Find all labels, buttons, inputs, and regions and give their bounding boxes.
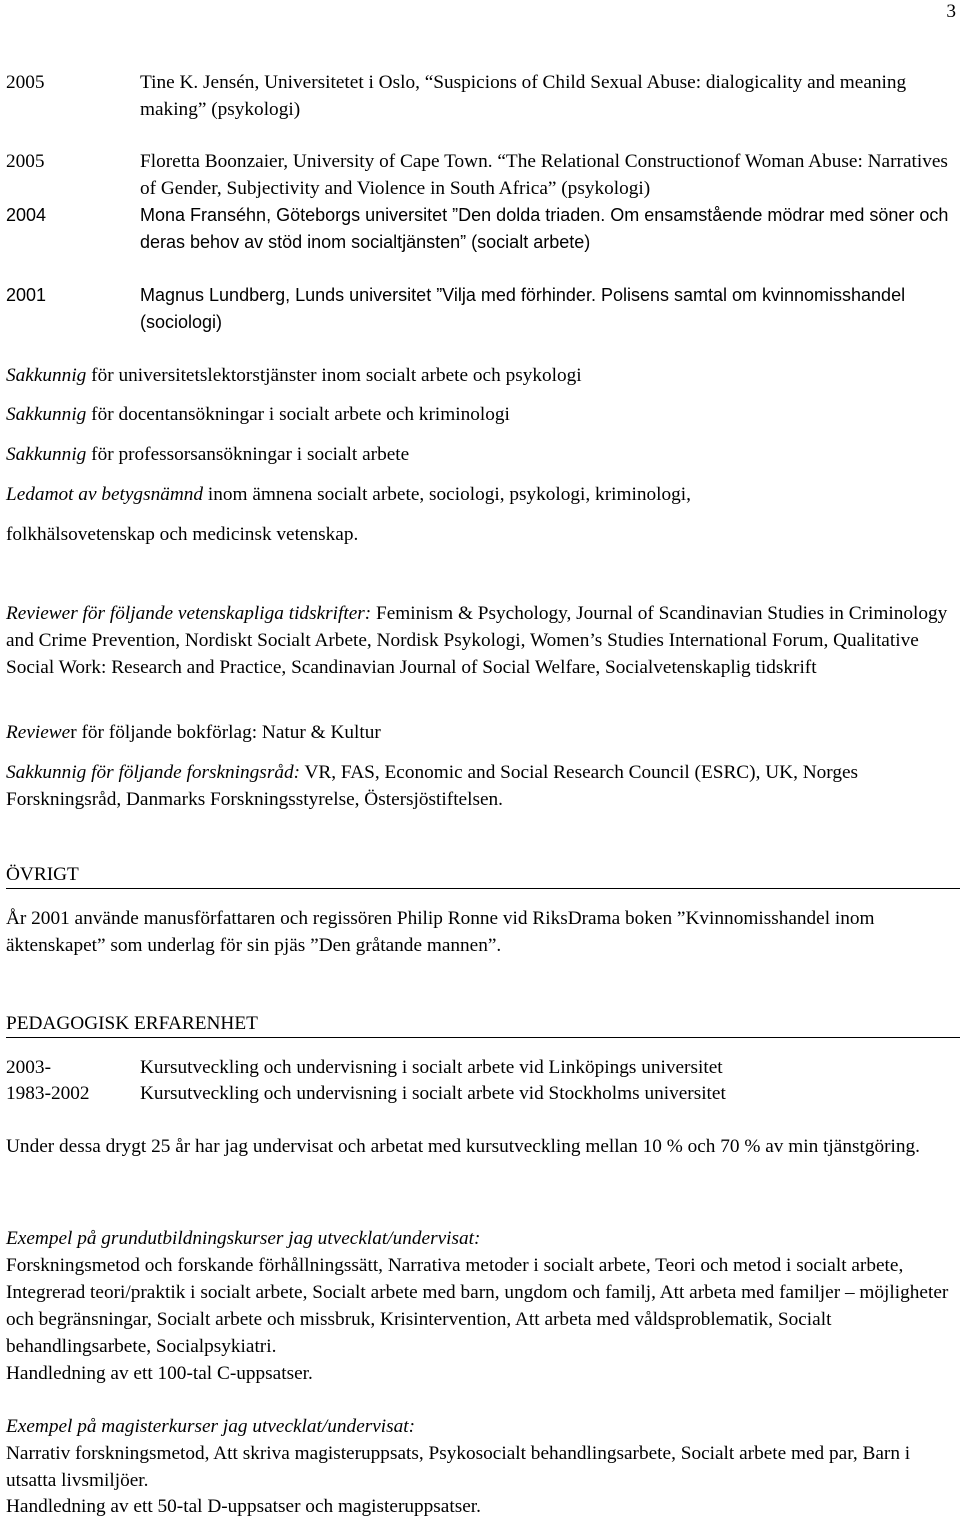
entry-year: 1983-2002 [6,1083,90,1104]
reviewer-journals-text: Feminism & Psychology, Journal of Scandinavian Studies in Criminology and Crime Prevention, Nordiskt Socialt Arbete, Nordisk Psykologi, Women’s Studies International Forum, Qualitative Social Work: Research and Practice, Scandinavian Journal of Social Welfare, Socialvetenskaplig tidskrift [6,603,948,678]
entry-text: Kursutveckling och undervisning i socialt arbete vid Linköpings universitet [140,1057,723,1078]
section-heading-ovrigt: ÖVRIGT [6,862,960,889]
magister-handledning: Handledning av ett 50-tal D-uppsatser och magisteruppsatser. [6,1496,481,1517]
magister-courses: Narrativ forskningsmetod, Att skriva magisteruppsats, Psykosocialt behandlingsarbete, Socialt arbete med par, Barn i utsatta livsmiljöer. [6,1443,911,1491]
research-councils [6,759,954,813]
research-councils-text: VR, FAS, Economic and Social Research Council (ESRC), UK, Norges Forskningsråd, Danmarks Forskningsstyrelse, Östersjöstiftelsen. [6,762,859,810]
assignment-text: inom ämnena socialt arbete, sociologi, psykologi, kriminologi, [203,484,691,505]
assignment-role: Sakkunnig [6,404,87,425]
assignment-line [6,441,954,468]
assignment-role: Ledamot av betygsnämnd [6,484,204,505]
magister-heading-text: Exempel på magisterkurser jag utvecklat/undervisat: [6,1416,416,1437]
assignment-line [6,401,954,428]
entry-text: Mona Franséhn, Göteborgs universitet ”Den dolda triaden. Om ensamstående mödrar med söner och deras behov av stöd inom socialtjänsten” (socialt arbete) [140,205,949,252]
entry-year: 2005 [6,151,45,172]
assignment-line [6,362,954,389]
page-number: 3 [946,1,956,22]
ovrigt-text: År 2001 använde manusförfattaren och regissören Philip Ronne vid RiksDrama boken ”Kvinnomisshandel inom äktenskapet” som underlag för sin pjäs ”Den gråtande mannen”. [6,908,875,956]
reviewer-journals-label: Reviewer för följande vetenskapliga tidskrifter: [6,603,372,624]
entry-year: 2003- [6,1057,51,1078]
magister-heading [6,1413,954,1440]
reviewer-publisher-label: Reviewe [6,722,71,743]
entry-year: 2004 [6,205,47,225]
assignment-text: för universitetslektorstjänster inom socialt arbete och psykologi [86,365,582,386]
assignment-text: för docentansökningar i socialt arbete och kriminologi [86,404,510,425]
entry-year: 2005 [6,72,45,93]
assignment-continuation: folkhälsovetenskap och medicinsk vetenskap. [6,524,359,545]
reviewer-publisher-text: r för följande bokförlag: Natur & Kultur [70,722,381,743]
assignment-line [6,481,954,508]
assignment-role: Sakkunnig [6,365,87,386]
grund-heading [6,1225,954,1252]
entry-year: 2001 [6,285,47,305]
reviewer-publisher [6,719,954,746]
assignment-role: Sakkunnig [6,444,87,465]
entry-text: Tine K. Jensén, Universitetet i Oslo, “Suspicions of Child Sexual Abuse: dialogicality and meaning making” (psykologi) [140,72,907,120]
teaching-summary: Under dessa drygt 25 år har jag undervisat och arbetat med kursutveckling mellan 10 % och 70 % av min tjänstgöring. [6,1136,921,1157]
entry-text: Kursutveckling och undervisning i socialt arbete vid Stockholms universitet [140,1083,726,1104]
reviewer-journals [6,600,954,681]
section-heading-pedagogik: PEDAGOGISK ERFARENHET [6,1011,960,1038]
entry-text: Floretta Boonzaier, University of Cape Town. “The Relational Constructionof Woman Abuse: Narratives of Gender, Subjectivity and Violence in South Africa” (psykologi) [140,151,948,199]
grund-courses: Forskningsmetod och forskande förhållningssätt, Narrativa metoder i socialt arbete, Teori och metod i socialt arbete, Integrerad teori/praktik i socialt arbete, Socialt arbete med barn, ungdom och familj, Att arbeta med familjer – möjligheter och begränsningar, Socialt arbete och missbruk, Krisintervention, Att arbeta med våldsproblematik, Socialt behandlingsarbete, Socialpsykiatri. [6,1255,949,1357]
research-councils-label: Sakkunnig för följande forskningsråd: [6,762,301,783]
grund-heading-text: Exempel på grundutbildningskurser jag utvecklat/undervisat: [6,1228,481,1249]
entry-text: Magnus Lundberg, Lunds universitet ”Vilja med förhinder. Polisens samtal om kvinnomisshandel (sociologi) [140,285,906,332]
grund-handledning: Handledning av ett 100-tal C-uppsatser. [6,1363,313,1384]
assignment-text: för professorsansökningar i socialt arbete [86,444,410,465]
